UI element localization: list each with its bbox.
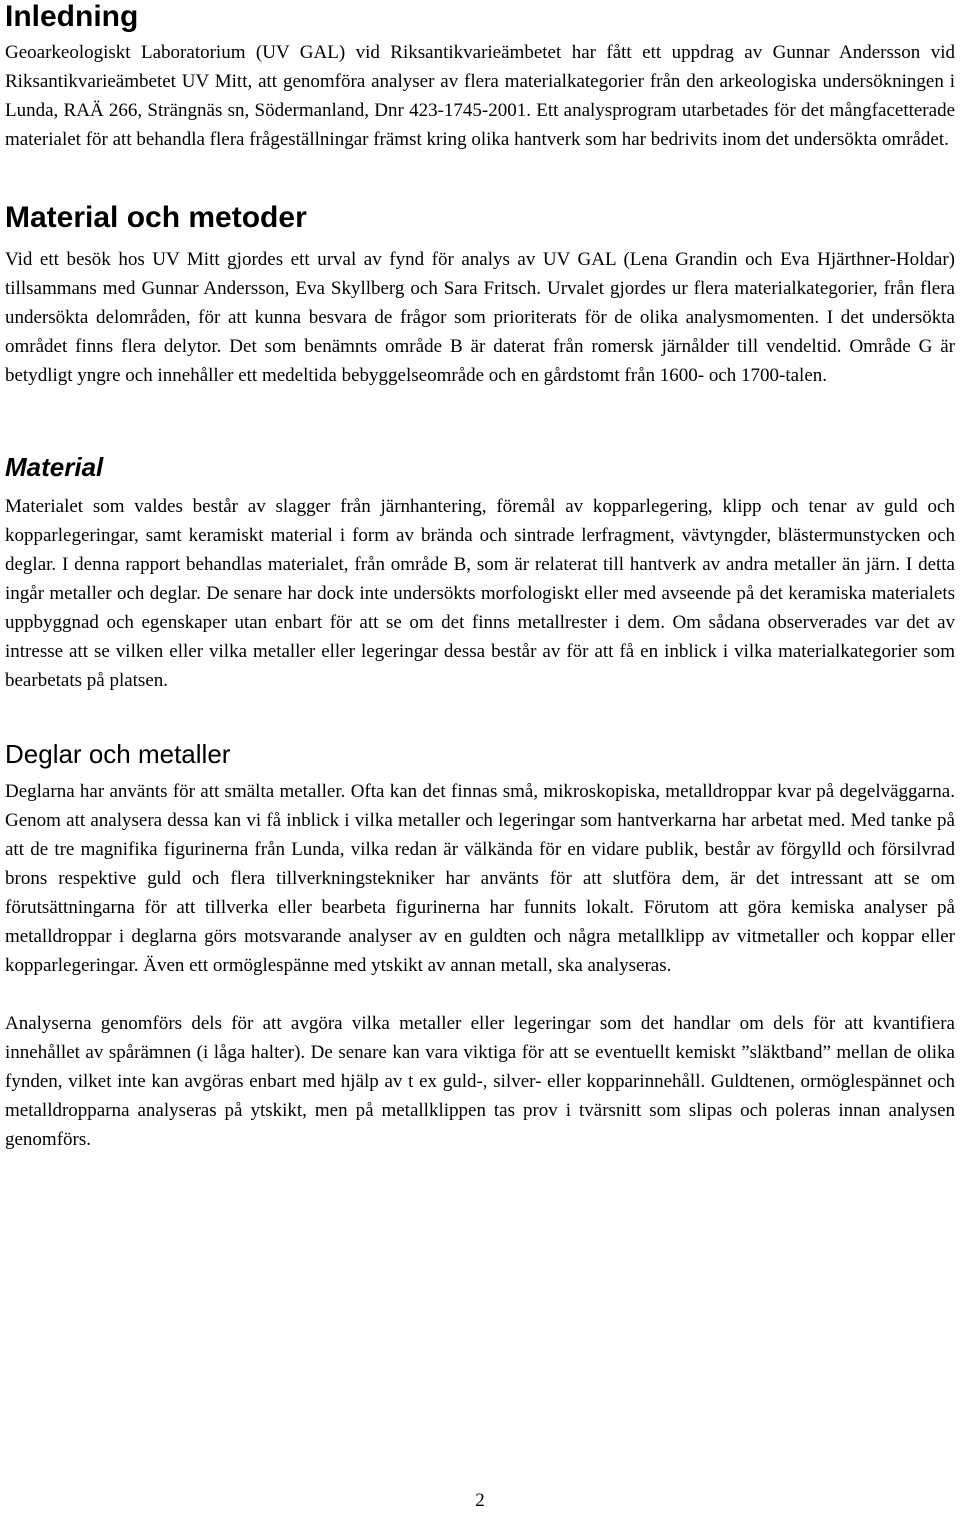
heading-material-och-metoder: Material och metoder <box>5 201 307 234</box>
paragraph-material-och-metoder: Vid ett besök hos UV Mitt gjordes ett urval av fynd för analys av UV GAL (Lena Grandin och Eva Hjärthner-Holdar) tillsammans med Gunnar Andersson, Eva Skyllberg och Sara Fritsch. Urvalet gjordes ur flera materialkategorier, från flera undersökta delområden, för att kunna besvara de frågor som prioriterats för de olika analysmomenten. I det undersökta området finns flera delytor. Det som benämnts område B är daterat från romersk järnålder till vendeltid. Område G är betydligt yngre och innehåller ett medeltida bebyggelseområde och en gårdstomt från 1600- och 1700-talen. <box>5 249 955 386</box>
paragraph-deglar-1: Deglarna har använts för att smälta metaller. Ofta kan det finnas små, mikroskopiska, metalldroppar kvar på degelväggarna. Genom att analysera dessa kan vi få inblick i vilka metaller och legeringar som hantverkarna har arbetat med. Med tanke på att de tre magnifika figurinerna från Lunda, vilka redan är välkända för en vidare publik, består av förgylld och försilvrad brons respektive guld och flera tillverkningstekniker har använts för att slutföra dem, är det intressant att se om förutsättningarna för att tillverka eller bearbeta figurinerna har funnits lokalt. Förutom att göra kemiska analyser på metalldroppar i deglarna görs motsvarande analyser av en guldten och några metallklipp av vitmetaller och koppar eller kopparlegeringar. Även ett ormöglespänne med ytskikt av annan metall, ska analyseras. <box>5 781 955 976</box>
heading-material: Material <box>5 452 104 482</box>
heading-inledning: Inledning <box>5 0 139 33</box>
paragraph-material: Materialet som valdes består av slagger från järnhantering, föremål av kopparlegering, klipp och tenar av guld och kopparlegeringar, samt keramiskt material i form av brända och sintrade lerfragment, vävtyngder, blästermunstycken och deglar. I denna rapport behandlas materialet, från område B, som är relaterat till hantverk av andra metaller än järn. I detta ingår metaller och deglar. De senare har dock inte undersökts morfologiskt eller med avseende på det keramiska materialets uppbyggnad och egenskaper utan enbart för att se om det finns metallrester i dem. Om sådana observerades var det av intresse att se vilken eller vilka metaller eller legeringar dessa består av för att få en inblick i vilka materialkategorier som bearbetats på platsen. <box>5 496 955 691</box>
heading-deglar-och-metaller: Deglar och metaller <box>5 739 231 769</box>
document-page <box>5 0 955 1154</box>
paragraph-inledning: Geoarkeologiskt Laboratorium (UV GAL) vid Riksantikvarieämbetet har fått ett uppdrag av Gunnar Andersson vid Riksantikvarieämbetet UV Mitt, att genomföra analyser av flera materialkategorier från den arkeologiska undersökningen i Lunda, RAÄ 266, Strängnäs sn, Södermanland, Dnr 423-1745-2001. Ett analysprogram utarbetades för det mångfacetterade materialet för att behandla flera frågeställningar främst kring olika hantverk som har bedrivits inom det undersökta området. <box>5 42 955 150</box>
paragraph-deglar-2: Analyserna genomförs dels för att avgöra vilka metaller eller legeringar som det handlar om dels för att kvantifiera innehållet av spårämnen (i låga halter). De senare kan vara viktiga för att se eventuellt kemiskt ”släktband” mellan de olika fynden, vilket inte kan avgöras enbart med hjälp av t ex guld-, silver- eller kopparinnehåll. Guldtenen, ormöglespännet och metalldropparna analyseras på ytskikt, men på metallklippen tas prov i tvärsnitt som slipas och poleras innan analysen genomförs. <box>5 1013 955 1150</box>
page-number: 2 <box>475 1490 485 1511</box>
